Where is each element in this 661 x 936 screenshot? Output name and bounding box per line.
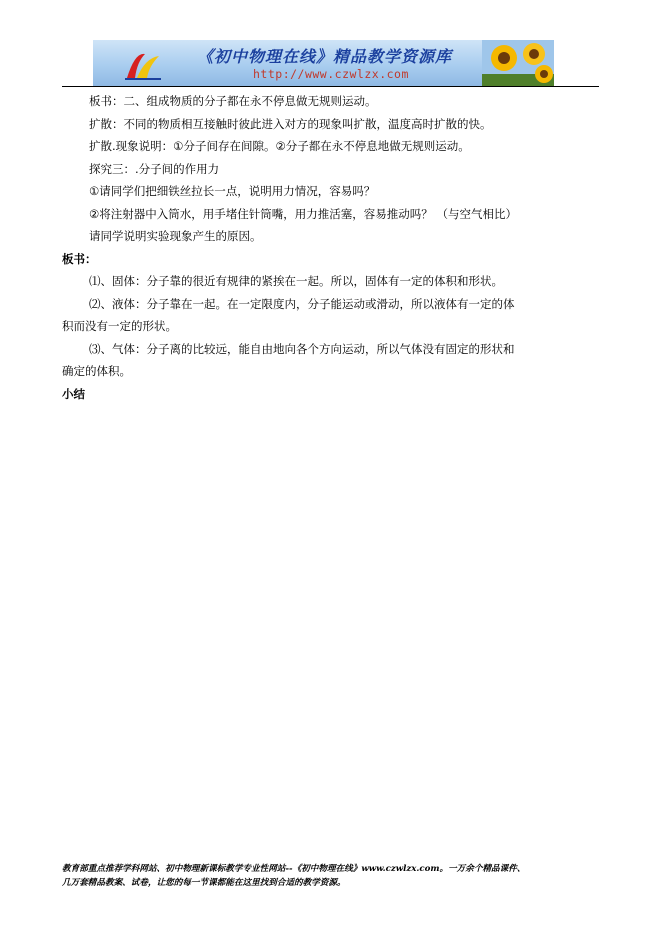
text-line: 请同学说明实验现象产生的原因。 [89,229,262,243]
summary-heading: 小结 [62,386,85,401]
header-rule [62,86,599,87]
document-body [62,90,582,405]
board-item-continuation: 积而没有一定的形状。 [62,319,177,333]
footer-line: 几万套精品教案、试卷，让您的每一节课都能在这里找到合适的教学资源。 [62,878,346,888]
text-line: 板书：二、组成物质的分子都在永不停息做无规则运动。 [89,94,377,108]
board-item: ⑴、固体：分子靠的很近有规律的紧挨在一起。所以，固体有一定的体积和形状。 [89,274,503,288]
text-line: ②将注射器中入筒水，用手堵住针筒嘴，用力推活塞，容易推动吗？ （与空气相比） [89,206,517,221]
board-item-continuation: 确定的体积。 [62,364,131,378]
site-logo-icon [123,48,163,82]
board-item: ⑵、液体：分子靠在一起。在一定限度内，分子能运动或滑动，所以液体有一定的体 [89,296,515,311]
board-heading: 板书： [62,251,97,266]
footer-line: 教育部重点推荐学科网站、初中物理新课标教学专业性网站--《初中物理在线》www.czwlzx.com。一万余个精品课件、 [62,864,526,874]
board-item: ⑶、气体：分子离的比较远，能自由地向各个方向运动，所以气体没有固定的形状和 [89,341,515,356]
text-line: 扩散.现象说明：①分子间存在间隙。②分子都在永不停息地做无规则运动。 [89,139,470,153]
sunflower-icon [482,40,554,86]
banner-url[interactable]: http://www.czwlzx.com [253,67,409,81]
header-banner [93,40,554,86]
banner-title: 《初中物理在线》精品教学资源库 [197,47,453,66]
page-footer [62,862,602,890]
text-line: 扩散：不同的物质相互接触时彼此进入对方的现象叫扩散，温度高时扩散的快。 [89,116,492,131]
text-line: ①请同学们把细铁丝拉长一点，说明用力情况，容易吗？ [89,184,376,198]
text-line: 探究三：.分子间的作用力 [89,161,220,176]
